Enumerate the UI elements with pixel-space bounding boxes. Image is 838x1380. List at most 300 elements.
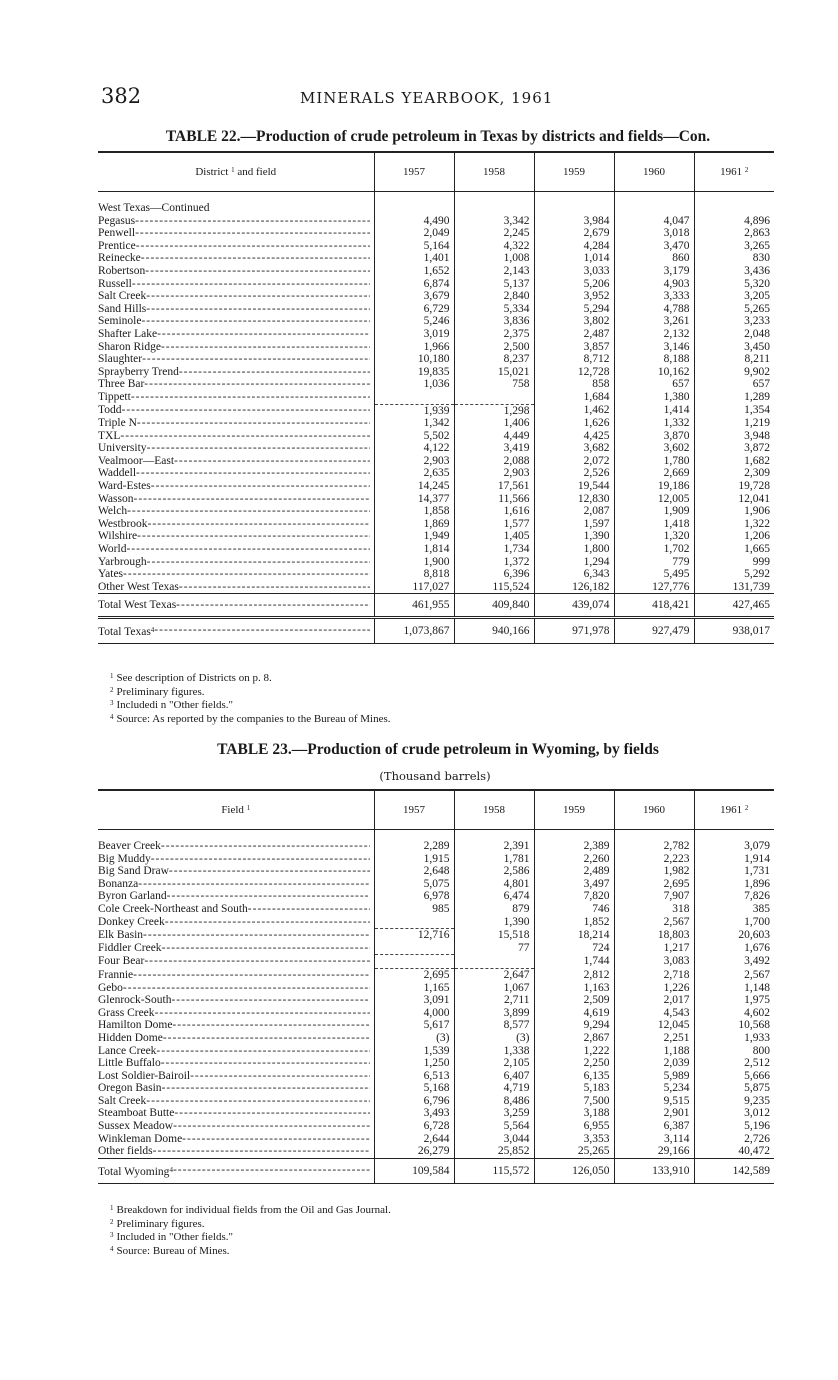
field-name: Sand Hills [98, 302, 147, 315]
value-cell: 6,396 [454, 568, 534, 581]
field-name-cell [98, 556, 374, 569]
table-row [98, 290, 774, 303]
value-cell: 2,695 [614, 878, 694, 891]
value-cell: 7,907 [614, 890, 694, 903]
value-cell: 2,644 [374, 1133, 454, 1146]
value-cell: 1,933 [694, 1032, 774, 1045]
value-cell: 2,711 [454, 994, 534, 1007]
value-cell: 3,679 [374, 290, 454, 303]
field-name: Beaver Creek [98, 840, 161, 852]
field-name-cell [98, 341, 374, 354]
value-cell: 5,246 [374, 315, 454, 328]
field-name: Sussex Meadow [98, 1120, 174, 1133]
value-cell: 1,949 [374, 530, 454, 543]
value-cell: 2,087 [534, 505, 614, 518]
header-year: 1958 [454, 790, 534, 830]
value-cell: 3,233 [694, 315, 774, 328]
field-name: Wasson [98, 492, 134, 505]
footnote: $^2$ Preliminary figures. [110, 685, 205, 698]
field-name-cell [98, 982, 374, 995]
value-cell: 6,874 [374, 278, 454, 291]
field-name: Sprayberry Trend [98, 365, 179, 378]
value-cell: 12,041 [694, 493, 774, 506]
value-cell: 4,543 [614, 1007, 694, 1020]
table-row [98, 1032, 774, 1045]
field-name: University [98, 442, 147, 455]
value-cell: 1,338 [454, 1045, 534, 1058]
field-name-cell [98, 1082, 374, 1095]
value-cell: 2,648 [374, 865, 454, 878]
field-name: Frannie [98, 968, 134, 981]
value-cell: 1,342 [374, 417, 454, 430]
table-23-subtitle: (Thousand barrels) [379, 769, 491, 783]
value-cell: 5,320 [694, 278, 774, 291]
value-cell: 3,602 [614, 442, 694, 455]
field-name: Glenrock-South [98, 994, 172, 1007]
field-name-cell [98, 968, 374, 981]
value-cell: 2,903 [454, 467, 534, 480]
value-cell: 3,493 [374, 1107, 454, 1120]
value-cell: 4,903 [614, 278, 694, 291]
footnote: $^3$ Included in "Other fields." [110, 1231, 234, 1243]
value-cell: 1,250 [374, 1057, 454, 1070]
field-name-cell [98, 227, 374, 240]
value-cell: 4,122 [374, 442, 454, 455]
value-cell: 3,079 [694, 840, 774, 853]
field-name: Elk Basin [98, 928, 144, 941]
value-cell: 2,289 [374, 840, 454, 853]
value-cell: 1,289 [694, 391, 774, 404]
table-row [98, 903, 774, 916]
value-cell: 4,449 [454, 430, 534, 443]
value-cell: 860 [614, 252, 694, 265]
header-year: 1959 [534, 152, 614, 192]
table-row [98, 455, 774, 468]
field-name-cell [98, 530, 374, 543]
value-cell: 6,474 [454, 890, 534, 903]
value-cell: 5,206 [534, 278, 614, 291]
total-label: Total West Texas [98, 599, 177, 612]
table-row [98, 378, 774, 391]
value-cell: 657 [614, 378, 694, 391]
value-cell: 2,867 [534, 1032, 614, 1045]
footnote: $^3$ Includedi n "Other fields." [110, 699, 234, 711]
table-row [98, 366, 774, 379]
table-row [98, 240, 774, 253]
value-cell: 25,265 [534, 1145, 614, 1158]
value-cell: 2,903 [374, 455, 454, 468]
total-value: 940,166 [454, 618, 534, 644]
header-year: 1961 $^2$ [694, 152, 774, 192]
footnote: $^1$ See description of Districts on p. 8. [110, 672, 272, 684]
total-value: 133,910 [614, 1158, 694, 1183]
field-name: Byron Garland [98, 890, 167, 903]
value-cell: 3,492 [694, 955, 774, 969]
header-field: Field $^1$ [98, 790, 374, 830]
field-name-cell [98, 505, 374, 518]
field-name-cell [98, 278, 374, 291]
total-value: 409,840 [454, 594, 534, 618]
field-name: Three Bar [98, 378, 145, 391]
field-name-cell [98, 391, 374, 404]
table-row [98, 328, 774, 341]
table-23-title: TABLE 23.—Production of crude petroleum in Wyoming, by fields [217, 741, 659, 758]
table-row [98, 1120, 774, 1133]
field-name-cell [98, 903, 374, 916]
value-cell: 5,075 [374, 878, 454, 891]
field-name-cell [98, 442, 374, 455]
field-name-cell [98, 455, 374, 468]
field-name-cell [98, 942, 374, 955]
value-cell: 8,211 [694, 353, 774, 366]
field-name-cell [98, 994, 374, 1007]
total-value: 461,955 [374, 594, 454, 618]
field-name-cell [98, 328, 374, 341]
table-row [98, 982, 774, 995]
field-name-cell [98, 315, 374, 328]
group-row [98, 202, 774, 215]
value-cell: 3,872 [694, 442, 774, 455]
value-cell: 2,391 [454, 840, 534, 853]
value-cell: 2,105 [454, 1057, 534, 1070]
value-cell: 3,984 [534, 215, 614, 228]
value-cell: 3,952 [534, 290, 614, 303]
value-cell: 1,165 [374, 982, 454, 995]
value-cell: 19,728 [694, 480, 774, 493]
table-row [98, 929, 774, 942]
value-cell: 7,820 [534, 890, 614, 903]
value-cell: 5,164 [374, 240, 454, 253]
total-value: 115,572 [454, 1158, 534, 1183]
field-name-cell [98, 1019, 374, 1032]
field-name: Waddell [98, 467, 137, 480]
value-cell: 1,906 [694, 505, 774, 518]
value-cell: 879 [454, 903, 534, 916]
table-row [98, 215, 774, 228]
field-name: Oregon Basin [98, 1082, 162, 1095]
header-year: 1960 [614, 790, 694, 830]
field-name: Wilshire [98, 530, 138, 543]
value-cell: 5,617 [374, 1019, 454, 1032]
value-cell: 758 [454, 378, 534, 391]
value-cell: 4,719 [454, 1082, 534, 1095]
total-value: 971,978 [534, 618, 614, 644]
value-cell: 2,695 [374, 968, 454, 981]
value-cell: 1,188 [614, 1045, 694, 1058]
value-cell: 2,088 [454, 455, 534, 468]
value-cell: 2,635 [374, 467, 454, 480]
total-value: 938,017 [694, 618, 774, 644]
value-cell: 1,406 [454, 417, 534, 430]
field-name: Little Buffalo [98, 1057, 161, 1070]
table-row [98, 1133, 774, 1146]
value-cell: 4,425 [534, 430, 614, 443]
value-cell: 1,966 [374, 341, 454, 354]
value-cell [454, 391, 534, 404]
value-cell: 4,619 [534, 1007, 614, 1020]
table-row [98, 1070, 774, 1083]
field-name: Winkleman Dome [98, 1132, 183, 1145]
value-cell: 6,387 [614, 1120, 694, 1133]
value-cell: 1,320 [614, 530, 694, 543]
field-name-cell [98, 1145, 374, 1158]
value-cell: 3,114 [614, 1133, 694, 1146]
value-cell: 724 [534, 942, 614, 955]
value-cell: 779 [614, 556, 694, 569]
value-cell: 6,407 [454, 1070, 534, 1083]
value-cell: 2,726 [694, 1133, 774, 1146]
value-cell: 15,518 [454, 929, 534, 942]
field-name: Robertson [98, 264, 146, 277]
value-cell: 800 [694, 1045, 774, 1058]
field-name: Gebo [98, 981, 123, 994]
table-row [98, 916, 774, 929]
value-cell: 117,027 [374, 581, 454, 594]
value-cell: 2,223 [614, 853, 694, 866]
value-cell: 1,226 [614, 982, 694, 995]
table-row [98, 853, 774, 866]
table-row [98, 1082, 774, 1095]
value-cell: 1,354 [694, 404, 774, 417]
value-cell: 2,679 [534, 227, 614, 240]
value-cell: 1,975 [694, 994, 774, 1007]
value-cell: 2,901 [614, 1107, 694, 1120]
value-cell: 3,342 [454, 215, 534, 228]
value-cell: 985 [374, 903, 454, 916]
value-cell: 2,647 [454, 968, 534, 981]
value-cell: 1,222 [534, 1045, 614, 1058]
table-row [98, 341, 774, 354]
value-cell: 6,796 [374, 1095, 454, 1108]
table-row [98, 1007, 774, 1020]
field-name: Hidden Dome [98, 1031, 163, 1044]
value-cell: 12,728 [534, 366, 614, 379]
value-cell: 2,782 [614, 840, 694, 853]
field-name-cell [98, 480, 374, 493]
value-cell: 25,852 [454, 1145, 534, 1158]
value-cell: 1,332 [614, 417, 694, 430]
field-name: Big Muddy [98, 852, 151, 865]
field-name-cell [98, 543, 374, 556]
value-cell: 29,166 [614, 1145, 694, 1158]
value-cell: 1,869 [374, 518, 454, 531]
value-cell: 4,000 [374, 1007, 454, 1020]
field-name: Grass Creek [98, 1006, 155, 1019]
field-name: Pegasus [98, 214, 136, 227]
value-cell: 3,091 [374, 994, 454, 1007]
value-cell: 385 [694, 903, 774, 916]
field-name: Hamilton Dome [98, 1019, 173, 1032]
value-cell: 1,781 [454, 853, 534, 866]
value-cell: 8,577 [454, 1019, 534, 1032]
value-cell: 5,989 [614, 1070, 694, 1083]
value-cell: 2,245 [454, 227, 534, 240]
value-cell: 1,294 [534, 556, 614, 569]
table-row [98, 252, 774, 265]
value-cell: 1,577 [454, 518, 534, 531]
field-name-cell [98, 353, 374, 366]
value-cell: 3,948 [694, 430, 774, 443]
value-cell: 3,146 [614, 341, 694, 354]
table-23 [98, 789, 774, 1184]
field-name: Salt Creek [98, 290, 147, 303]
table-row [98, 417, 774, 430]
value-cell: 2,812 [534, 968, 614, 981]
value-cell: 6,728 [374, 1120, 454, 1133]
value-cell: 2,251 [614, 1032, 694, 1045]
table-row [98, 568, 774, 581]
value-cell: 2,840 [454, 290, 534, 303]
table-row [98, 430, 774, 443]
total-value: 142,589 [694, 1158, 774, 1183]
table-row [98, 878, 774, 891]
value-cell: 1,665 [694, 543, 774, 556]
header-year: 1957 [374, 790, 454, 830]
value-cell: 6,135 [534, 1070, 614, 1083]
value-cell [374, 391, 454, 404]
value-cell: 2,039 [614, 1057, 694, 1070]
value-cell: 1,014 [534, 252, 614, 265]
table-23-header [98, 790, 774, 830]
value-cell: 12,005 [614, 493, 694, 506]
value-cell: 14,245 [374, 480, 454, 493]
field-name-cell [98, 955, 374, 969]
value-cell: 5,294 [534, 303, 614, 316]
field-name: TXL [98, 429, 121, 442]
value-cell: 3,836 [454, 315, 534, 328]
field-name: Four Bear [98, 955, 145, 968]
value-cell: 1,597 [534, 518, 614, 531]
value-cell [374, 955, 454, 969]
field-name-cell [98, 404, 374, 417]
value-cell: 40,472 [694, 1145, 774, 1158]
value-cell: 2,567 [614, 916, 694, 929]
value-cell: 5,196 [694, 1120, 774, 1133]
value-cell: 3,265 [694, 240, 774, 253]
header-district-field: District $^1$ and field [98, 152, 374, 192]
value-cell: 3,333 [614, 290, 694, 303]
field-name: World [98, 543, 127, 556]
header-year: 1960 [614, 152, 694, 192]
value-cell: 3,188 [534, 1107, 614, 1120]
value-cell: 17,561 [454, 480, 534, 493]
value-cell: 1,676 [694, 942, 774, 955]
field-name-cell [98, 493, 374, 506]
value-cell: 8,486 [454, 1095, 534, 1108]
table-row [98, 505, 774, 518]
field-name-cell [98, 417, 374, 430]
value-cell: 12,830 [534, 493, 614, 506]
field-name-cell [98, 878, 374, 891]
value-cell: 1,372 [454, 556, 534, 569]
value-cell: 1,731 [694, 865, 774, 878]
value-cell: 5,564 [454, 1120, 534, 1133]
header-year: 1957 [374, 152, 454, 192]
value-cell: 20,603 [694, 929, 774, 942]
value-cell: 3,019 [374, 328, 454, 341]
total-value: 109,584 [374, 1158, 454, 1183]
table-row [98, 968, 774, 981]
field-name-cell [98, 916, 374, 929]
value-cell: 8,188 [614, 353, 694, 366]
value-cell: 1,390 [534, 530, 614, 543]
field-name-cell [98, 865, 374, 878]
value-cell: 3,083 [614, 955, 694, 969]
table-row [98, 556, 774, 569]
total-label: Total Wyoming$^4$ [98, 1165, 173, 1178]
table-row [98, 467, 774, 480]
value-cell: 3,353 [534, 1133, 614, 1146]
total-wyoming-row [98, 1158, 774, 1183]
value-cell: 1,405 [454, 530, 534, 543]
field-name: Fiddler Creek [98, 942, 162, 954]
value-cell: 1,008 [454, 252, 534, 265]
table-row [98, 1057, 774, 1070]
total-value: 126,050 [534, 1158, 614, 1183]
value-cell: 5,875 [694, 1082, 774, 1095]
total-value: 1,073,867 [374, 618, 454, 644]
value-cell: 2,132 [614, 328, 694, 341]
value-cell: 12,716 [374, 929, 454, 942]
field-name: Russell [98, 277, 132, 290]
table-row [98, 353, 774, 366]
field-name-cell [98, 366, 374, 379]
value-cell [374, 942, 454, 955]
table-row [98, 1019, 774, 1032]
field-name-cell [98, 929, 374, 942]
value-cell: 4,896 [694, 215, 774, 228]
table-row [98, 840, 774, 853]
value-cell: 6,513 [374, 1070, 454, 1083]
total-value: 427,465 [694, 594, 774, 618]
field-name: Reinecke [98, 252, 141, 265]
value-cell: 77 [454, 942, 534, 955]
value-cell: 5,265 [694, 303, 774, 316]
field-name: Lost Soldier-Bairoil [98, 1069, 191, 1082]
table-row [98, 955, 774, 969]
header-year: 1961 $^2$ [694, 790, 774, 830]
table-row [98, 1145, 774, 1158]
value-cell: 2,017 [614, 994, 694, 1007]
field-name: Seminole [98, 315, 142, 328]
value-cell: 1,780 [614, 455, 694, 468]
value-cell: 4,284 [534, 240, 614, 253]
value-cell: 3,012 [694, 1107, 774, 1120]
field-name: Penwell [98, 227, 136, 240]
field-name-cell [98, 1120, 374, 1133]
value-cell: 2,509 [534, 994, 614, 1007]
value-cell: 19,186 [614, 480, 694, 493]
value-cell: 1,163 [534, 982, 614, 995]
field-name-cell [98, 240, 374, 253]
value-cell: 2,669 [614, 467, 694, 480]
value-cell: 3,436 [694, 265, 774, 278]
field-name: Sharon Ridge [98, 340, 161, 353]
value-cell: 1,616 [454, 505, 534, 518]
field-name-cell [98, 215, 374, 228]
value-cell: 1,322 [694, 518, 774, 531]
field-name: Salt Creek [98, 1094, 147, 1107]
value-cell: 2,586 [454, 865, 534, 878]
field-name-cell [98, 1032, 374, 1045]
field-name: Bonanza [98, 877, 139, 890]
value-cell [454, 955, 534, 969]
value-cell: 1,219 [694, 417, 774, 430]
value-cell: 8,237 [454, 353, 534, 366]
value-cell: 3,018 [614, 227, 694, 240]
value-cell: 2,072 [534, 455, 614, 468]
value-cell: 3,899 [454, 1007, 534, 1020]
